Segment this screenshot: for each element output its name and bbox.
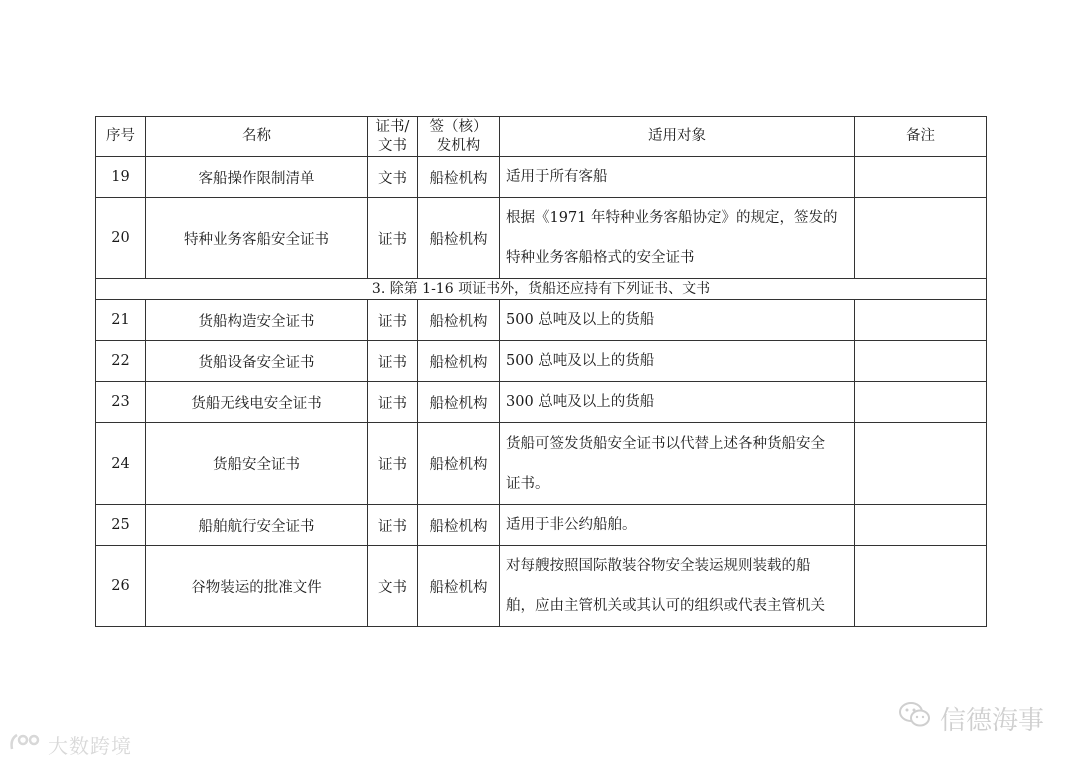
row-issuer: 船检机构 xyxy=(418,423,500,505)
row-type: 证书 xyxy=(368,300,418,341)
row-scope: 500 总吨及以上的货船 xyxy=(500,341,855,382)
row-scope: 根据《1971 年特种业务客船协定》的规定，签发的 特种业务客船格式的安全证书 xyxy=(500,198,855,279)
table-row xyxy=(96,198,987,279)
table-row xyxy=(96,505,987,546)
header-remark: 备注 xyxy=(855,117,987,157)
row-issuer: 船检机构 xyxy=(418,198,500,279)
row-remark xyxy=(855,300,987,341)
row-name: 特种业务客船安全证书 xyxy=(146,198,368,279)
row-remark xyxy=(855,341,987,382)
row-no: 23 xyxy=(96,382,146,423)
brand-logo-icon xyxy=(8,731,42,758)
table-row xyxy=(96,300,987,341)
row-type: 证书 xyxy=(368,382,418,423)
row-scope: 适用于非公约船舶。 xyxy=(500,505,855,546)
row-name: 客船操作限制清单 xyxy=(146,157,368,198)
table-row xyxy=(96,341,987,382)
watermark-right xyxy=(898,700,1044,737)
row-issuer: 船检机构 xyxy=(418,505,500,546)
wechat-icon xyxy=(898,700,932,737)
table-row xyxy=(96,382,987,423)
row-type: 证书 xyxy=(368,198,418,279)
watermark-left xyxy=(8,730,132,759)
row-no: 26 xyxy=(96,546,146,627)
row-remark xyxy=(855,382,987,423)
row-type: 证书 xyxy=(368,341,418,382)
row-no: 20 xyxy=(96,198,146,279)
table-header-row xyxy=(96,117,987,157)
row-type: 证书 xyxy=(368,505,418,546)
row-name: 货船无线电安全证书 xyxy=(146,382,368,423)
row-name: 货船构造安全证书 xyxy=(146,300,368,341)
row-type: 文书 xyxy=(368,546,418,627)
row-name: 谷物装运的批准文件 xyxy=(146,546,368,627)
section-heading: 3. 除第 1-16 项证书外，货船还应持有下列证书、文书 xyxy=(96,279,987,300)
header-issuer: 签（核） 发机构 xyxy=(418,117,500,157)
header-no: 序号 xyxy=(96,117,146,157)
row-no: 19 xyxy=(96,157,146,198)
watermark-left-text: 大数跨境 xyxy=(48,734,132,758)
row-scope: 适用于所有客船 xyxy=(500,157,855,198)
row-no: 24 xyxy=(96,423,146,505)
row-remark xyxy=(855,157,987,198)
row-type: 证书 xyxy=(368,423,418,505)
row-no: 22 xyxy=(96,341,146,382)
row-remark xyxy=(855,505,987,546)
row-remark xyxy=(855,198,987,279)
table-row xyxy=(96,423,987,505)
row-issuer: 船检机构 xyxy=(418,382,500,423)
row-issuer: 船检机构 xyxy=(418,300,500,341)
row-type: 文书 xyxy=(368,157,418,198)
row-issuer: 船检机构 xyxy=(418,157,500,198)
row-no: 25 xyxy=(96,505,146,546)
table-row xyxy=(96,157,987,198)
row-remark xyxy=(855,423,987,505)
row-scope: 300 总吨及以上的货船 xyxy=(500,382,855,423)
row-name: 货船设备安全证书 xyxy=(146,341,368,382)
section-row xyxy=(96,279,987,300)
table-row xyxy=(96,546,987,627)
row-scope: 对每艘按照国际散装谷物安全装运规则装载的船 舶，应由主管机关或其认可的组织或代表主管机关 xyxy=(500,546,855,627)
certificate-table xyxy=(95,116,987,627)
watermark-right-text: 信德海事 xyxy=(940,706,1045,736)
row-no: 21 xyxy=(96,300,146,341)
row-scope: 货船可签发货船安全证书以代替上述各种货船安全 证书。 xyxy=(500,423,855,505)
row-issuer: 船检机构 xyxy=(418,341,500,382)
header-type: 证书/ 文书 xyxy=(368,117,418,157)
row-remark xyxy=(855,546,987,627)
row-scope: 500 总吨及以上的货船 xyxy=(500,300,855,341)
row-issuer: 船检机构 xyxy=(418,546,500,627)
header-name: 名称 xyxy=(146,117,368,157)
row-name: 船舶航行安全证书 xyxy=(146,505,368,546)
row-name: 货船安全证书 xyxy=(146,423,368,505)
header-scope: 适用对象 xyxy=(500,117,855,157)
